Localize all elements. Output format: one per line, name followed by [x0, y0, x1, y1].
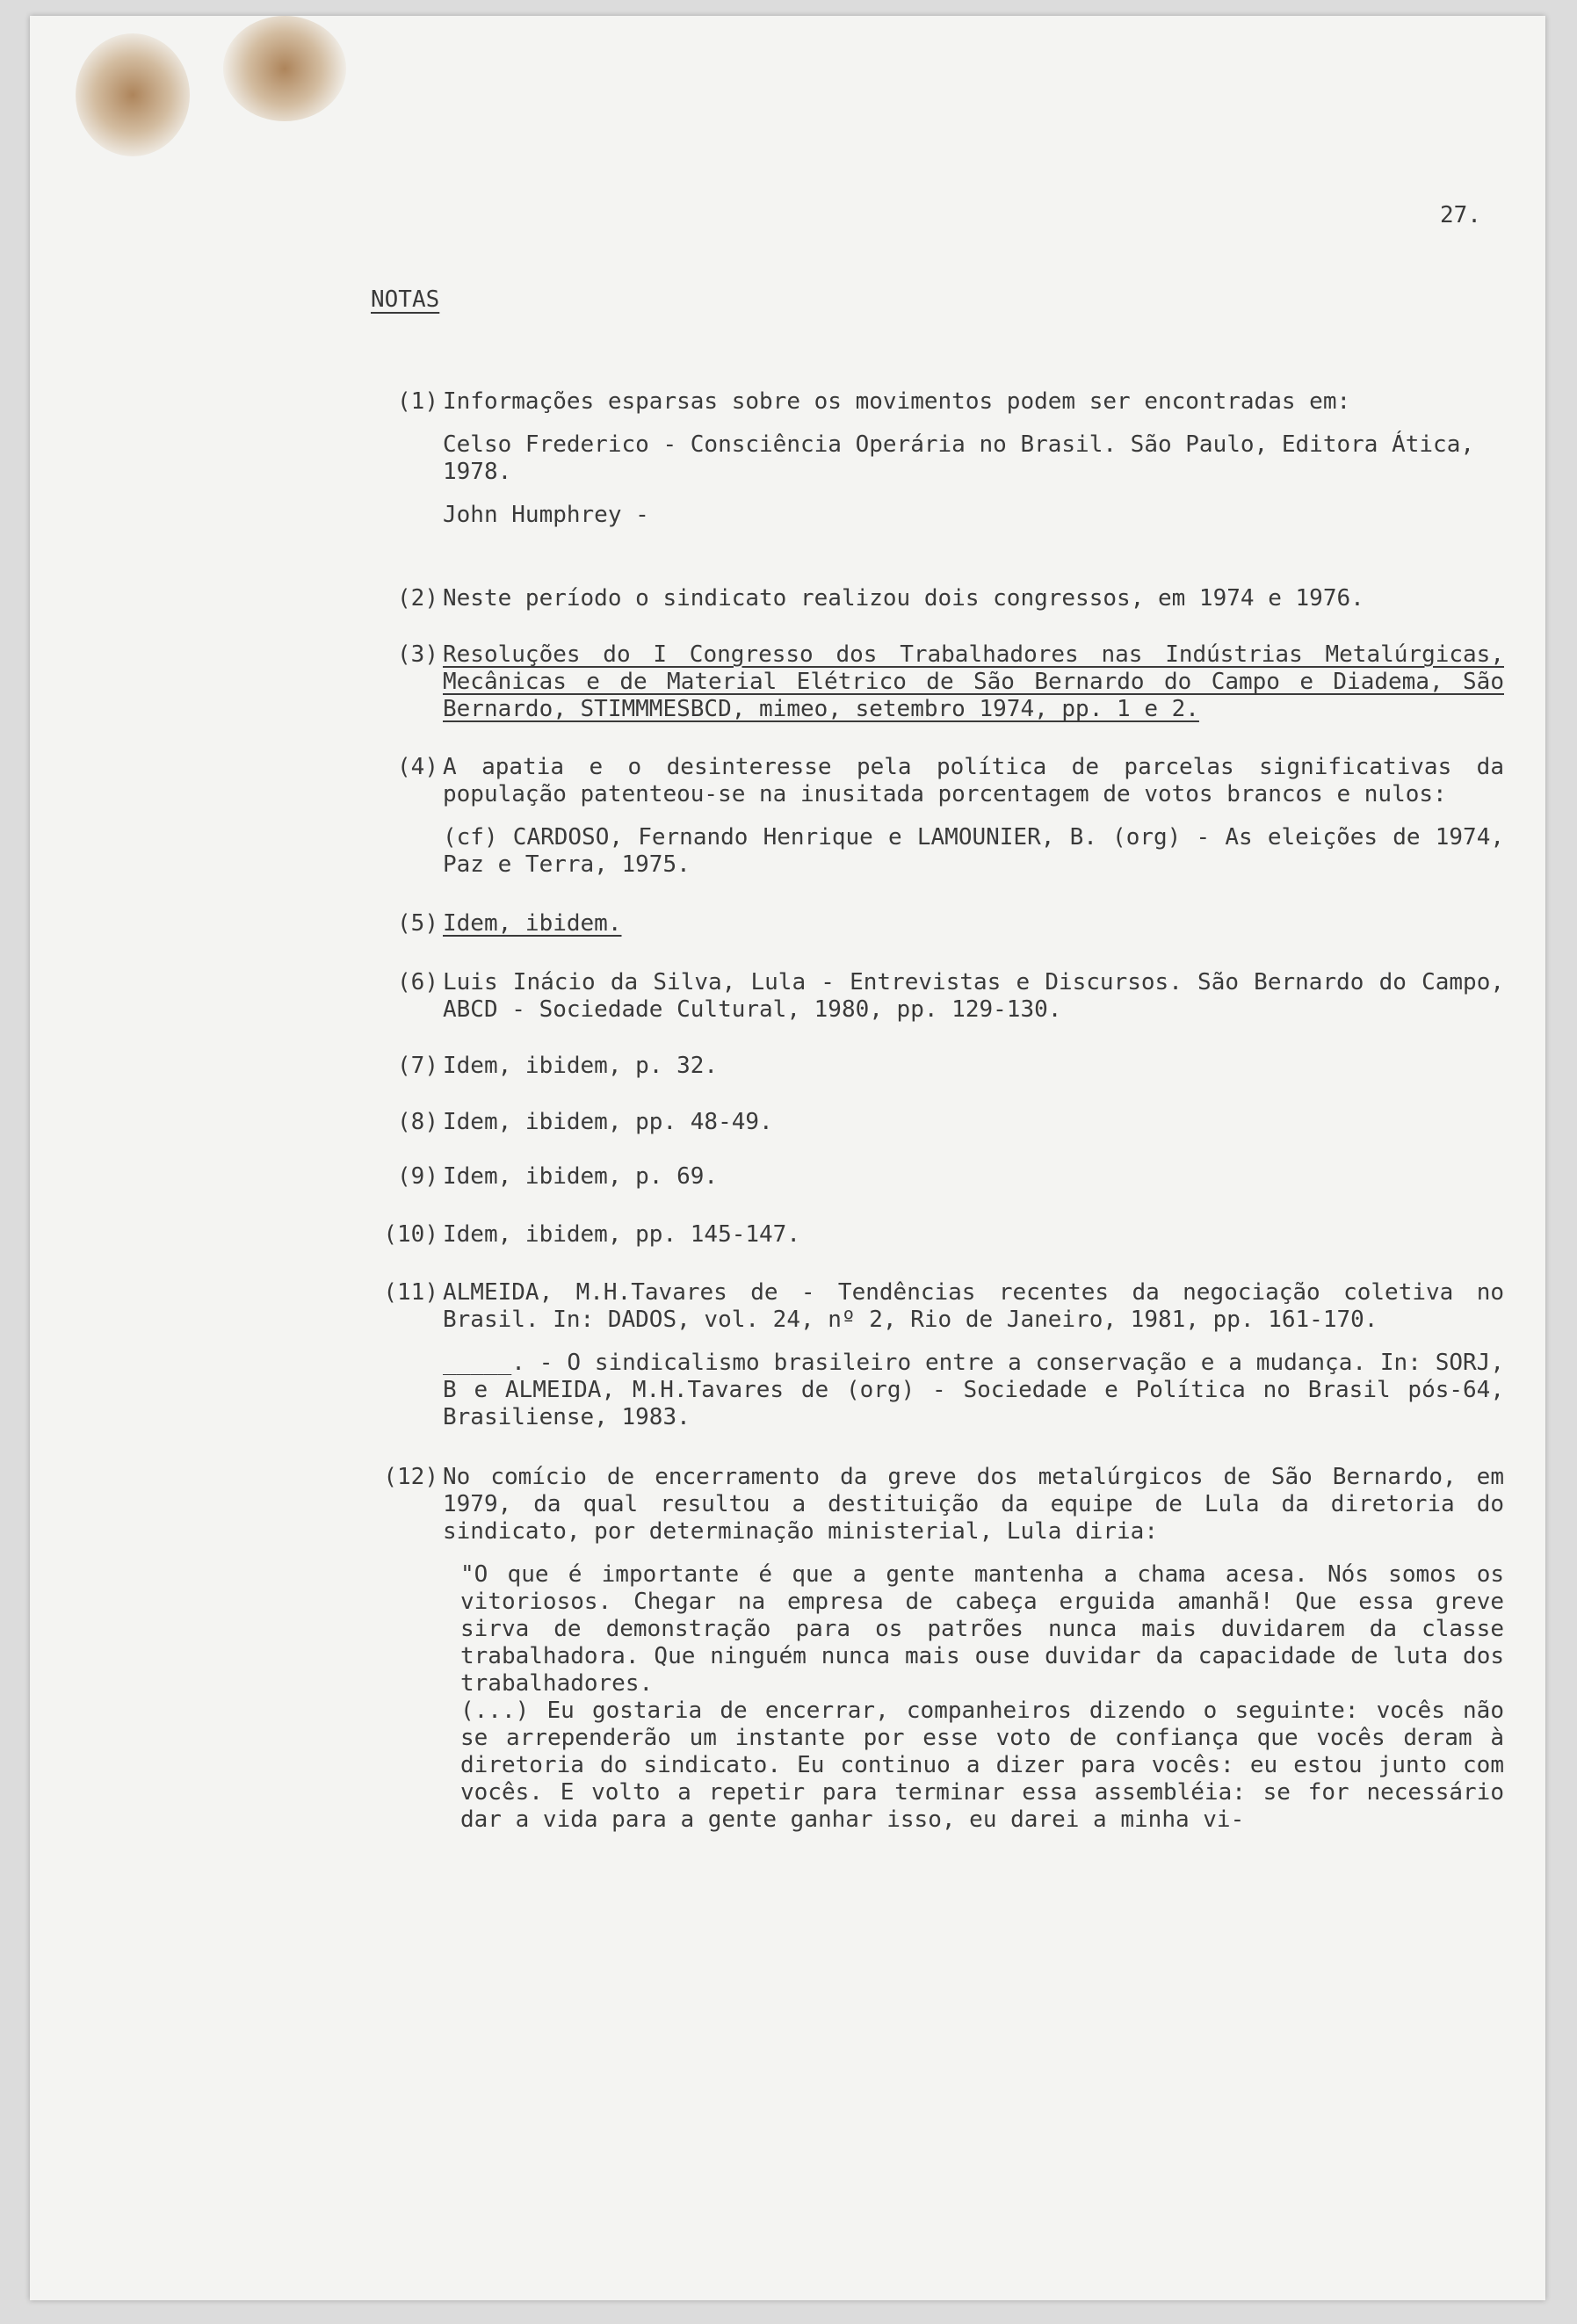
note-body [443, 1464, 1504, 1834]
page-number: 27. [1440, 202, 1481, 228]
note-line: A apatia e o desinteresse pela política de parcelas significativas da população patenteou-se na inusitada porcentagem de votos brancos e nulos: [443, 754, 1504, 807]
note-number: (11) [383, 1279, 438, 1306]
note-number: (1) [397, 388, 438, 415]
note-line: _____. - O sindicalismo brasileiro entre a conservação e a mudança. In: SORJ, B e ALMEIDA, M.H.Tavares de (org) - Sociedade e Política no Brasil pós-64, Brasiliense, 1983. [443, 1350, 1504, 1430]
note-body [443, 641, 1504, 739]
notes-heading: NOTAS [371, 286, 440, 313]
note-body [443, 1221, 1504, 1264]
note-line: (cf) CARDOSO, Fernando Henrique e LAMOUNIER, B. (org) - As eleições de 1974, Paz e Terra, 1975. [443, 824, 1504, 878]
note-line: ALMEIDA, M.H.Tavares de - Tendências recentes da negociação coletiva no Brasil. In: DADOS, vol. 24, nº 2, Rio de Janeiro, 1981, pp. 161-170. [443, 1279, 1504, 1333]
note-body [443, 1109, 1504, 1152]
note-line: Idem, ibidem, pp. 48-49. [443, 1109, 773, 1135]
note-line: Luis Inácio da Silva, Lula - Entrevistas e Discursos. São Bernardo do Campo, ABCD - Sociedade Cultural, 1980, pp. 129-130. [443, 969, 1504, 1023]
stain-mark [76, 33, 190, 156]
note-body [443, 910, 1504, 953]
note-number: (10) [383, 1221, 438, 1248]
quote-line: "O que é importante é que a gente mantenha a chama acesa. Nós somos os vitoriosos. Chegar na empresa de cabeça erguida amanhã! Que essa greve sirva de demonstração para os patrões nunca mais duvidarem da classe trabalhadora. Que ninguém nunca mais ouse duvidar da capacidade de luta dos trabalhadores. [460, 1561, 1504, 1697]
note-line: Celso Frederico - Consciência Operária no Brasil. São Paulo, Editora Ática, 1978. [443, 431, 1474, 485]
note-line: Idem, ibidem, p. 69. [443, 1163, 719, 1190]
document-page [30, 16, 1545, 2300]
note-line: No comício de encerramento da greve dos metalúrgicos de São Bernardo, em 1979, da qual resultou a destituição da equipe de Lula da diretoria do sindicato, por determinação ministerial, Lula diria: [443, 1464, 1504, 1545]
note-line: Idem, ibidem. [443, 910, 622, 937]
note-body [443, 754, 1504, 894]
note-line: John Humphrey - [443, 502, 649, 528]
quote-line: (...) Eu gostaria de encerrar, companheiros dizendo o seguinte: vocês não se arrependerão um instante por esse voto de confiança que vocês deram à diretoria do sindicato. Eu continuo a dizer para vocês: eu estou junto com vocês. E volto a repetir para terminar essa assembléia: se for necessário dar a vida para a gente ganhar isso, eu darei a minha vi- [460, 1698, 1504, 1833]
note-body [443, 1053, 1504, 1096]
note-body [443, 969, 1504, 1039]
note-number: (9) [397, 1163, 438, 1190]
note-line: Resoluções do I Congresso dos Trabalhadores nas Indústrias Metalúrgicas, Mecânicas e de Material Elétrico de São Bernardo do Campo e Diadema, São Bernardo, STIMMMESBCD, mimeo, setembro 1974, pp. 1 e 2. [443, 641, 1504, 722]
note-line: Neste período o sindicato realizou dois congressos, em 1974 e 1976. [443, 585, 1364, 612]
note-line: Idem, ibidem, p. 32. [443, 1053, 719, 1079]
note-number: (12) [383, 1464, 438, 1490]
note-body [443, 1279, 1504, 1447]
note-line: Idem, ibidem, pp. 145-147. [443, 1221, 800, 1248]
note-number: (2) [397, 585, 438, 612]
note-number: (4) [397, 754, 438, 780]
note-number: (8) [397, 1109, 438, 1135]
note-body [443, 1163, 1504, 1206]
note-line: Informações esparsas sobre os movimentos podem ser encontradas em: [443, 388, 1351, 415]
note-number: (3) [397, 641, 438, 668]
note-number: (5) [397, 910, 438, 937]
stain-mark [223, 16, 346, 121]
quotation [443, 1561, 1504, 1834]
note-body [443, 388, 1504, 545]
note-number: (7) [397, 1053, 438, 1079]
note-number: (6) [397, 969, 438, 995]
note-body [443, 585, 1504, 628]
